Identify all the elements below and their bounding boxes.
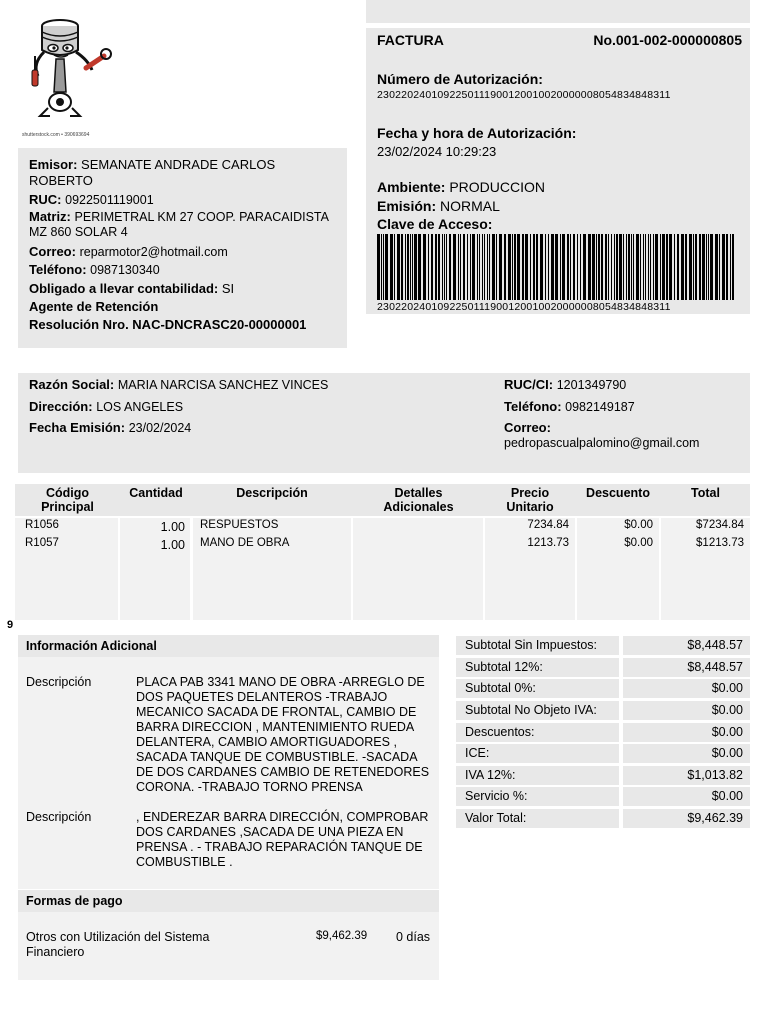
total-label: Subtotal Sin Impuestos:: [456, 636, 619, 655]
col-bg-descuento: [577, 518, 659, 620]
barcode-bar: [504, 234, 506, 300]
barcode-bar: [530, 234, 531, 300]
total-row: [456, 744, 750, 765]
barcode-bar: [619, 234, 622, 300]
barcode-bar: [628, 234, 630, 300]
barcode-bar: [390, 234, 393, 300]
barcode-bar: [580, 234, 581, 300]
total-label: Subtotal 0%:: [456, 679, 619, 698]
client-fecha: [29, 420, 191, 435]
emisor-resolucion: Resolución Nro. NAC-DNCRASC20-00000001: [29, 317, 307, 333]
barcode-bar: [508, 234, 511, 300]
barcode-bar: [555, 234, 558, 300]
total-label: Servicio %:: [456, 787, 619, 806]
barcode-bar: [677, 234, 679, 300]
barcode-bar: [381, 234, 382, 300]
barcode-bar: [605, 234, 607, 300]
barcode-bar: [650, 234, 651, 300]
col-detalles-line2: Adicionales: [383, 500, 454, 514]
client-razon: [29, 377, 328, 392]
col-bg-descripcion: [193, 518, 351, 620]
barcode-bar: [596, 234, 597, 300]
info-title: Información Adicional: [18, 635, 439, 657]
total-value: $0.00: [623, 787, 750, 806]
emisor-ruc: [29, 192, 336, 209]
info-adicional: [18, 635, 439, 980]
col-total: Total: [691, 486, 720, 500]
clave-number: 2302202401092250111900120010020000008054834848311: [377, 301, 671, 313]
barcode-bar: [614, 234, 615, 300]
col-detalles: [352, 486, 485, 514]
barcode-bar: [551, 234, 554, 300]
barcode-bar: [674, 234, 675, 300]
col-cantidad: Cantidad: [129, 486, 183, 500]
barcode-bar: [545, 234, 546, 300]
barcode-bar: [655, 234, 658, 300]
col-codigo-line1: Código: [45, 486, 90, 500]
piston-mechanic-mascot-icon: [18, 12, 118, 130]
ambiente-value: PRODUCCION: [449, 179, 546, 195]
client-direccion-value: LOS ANGELES: [96, 400, 184, 414]
total-label: IVA 12%:: [456, 766, 619, 785]
barcode-bar: [699, 234, 701, 300]
row2-codigo: R1057: [25, 537, 59, 549]
emision-value: NORMAL: [440, 198, 500, 214]
barcode-bar: [588, 234, 591, 300]
barcode-bar: [412, 234, 413, 300]
barcode-bar: [460, 234, 461, 300]
total-value: $8,448.57: [623, 658, 750, 677]
barcode-bar: [640, 234, 641, 300]
total-value: $0.00: [623, 723, 750, 742]
client-ruc: [504, 377, 626, 392]
invoice-header: [366, 28, 750, 314]
barcode-bar: [666, 234, 668, 300]
barcode-bar: [492, 234, 495, 300]
barcode-bar: [722, 234, 725, 300]
emisor-name-value: SEMANATE ANDRADE CARLOS ROBERTO: [29, 157, 276, 189]
col-bg-precio: [485, 518, 575, 620]
col-codigo-line2: Principal: [41, 500, 94, 514]
col-precio: [485, 486, 575, 514]
client-box: [18, 373, 750, 473]
barcode-bar: [517, 234, 520, 300]
barcode-bar: [484, 234, 485, 300]
ambiente: [377, 179, 545, 195]
emisor-contabilidad-value: SI: [221, 280, 235, 296]
barcode-bar: [377, 234, 380, 300]
items-table: [15, 484, 750, 620]
client-telefono-label: Teléfono:: [504, 399, 562, 414]
auth-number: 2302202401092250111900120010020000008054834848311: [377, 89, 671, 101]
total-value: $0.00: [623, 701, 750, 720]
client-ruc-value: 1201349790: [556, 378, 627, 392]
barcode-bar: [681, 234, 684, 300]
barcode-bar: [633, 234, 634, 300]
total-value: $8,448.57: [623, 636, 750, 655]
total-label: Valor Total:: [456, 809, 619, 828]
barcode-bar: [401, 234, 403, 300]
barcode-bar: [431, 234, 433, 300]
col-precio-line2: Unitario: [506, 500, 554, 514]
client-fecha-label: Fecha Emisión:: [29, 420, 126, 435]
emisor-contabilidad: [29, 281, 336, 297]
barcode-bar: [522, 234, 524, 300]
emisor-name: [29, 157, 336, 190]
emisor-telefono-label: Teléfono:: [29, 262, 87, 278]
barcode-bar: [548, 234, 549, 300]
total-value: $1,013.82: [623, 766, 750, 785]
barcode-bar: [514, 234, 516, 300]
barcode-bar: [463, 234, 465, 300]
emisor-ruc-value: 0922501119001: [65, 192, 154, 207]
emisor-telefono-value: 0987130340: [90, 263, 160, 278]
barcode-bar: [623, 234, 624, 300]
ambiente-label: Ambiente:: [377, 179, 446, 195]
barcode-bar: [489, 234, 490, 300]
barcode-bar: [660, 234, 661, 300]
client-telefono-value: 0982149187: [565, 400, 635, 414]
total-value: $0.00: [623, 744, 750, 763]
auth-date: 23/02/2024 10:29:23: [377, 144, 497, 159]
barcode-bar: [643, 234, 644, 300]
barcode-bar: [458, 234, 459, 300]
total-row: [456, 809, 750, 830]
clave-label: Clave de Acceso:: [377, 216, 493, 232]
client-direccion-label: Dirección:: [29, 399, 93, 414]
col-bg-codigo: [15, 518, 118, 620]
row2-cantidad: 1.00: [160, 538, 185, 552]
emisor-matriz-label: Matriz:: [29, 209, 71, 225]
access-key-barcode: [377, 234, 737, 300]
barcode-bar: [410, 234, 411, 300]
emisor-box: [18, 148, 347, 348]
barcode-bar: [732, 234, 734, 300]
barcode-bar: [598, 234, 600, 300]
col-detalles-line1: Detalles: [394, 486, 443, 500]
emisor-correo-value: reparmotor2@hotmail.com: [79, 244, 228, 259]
row2-descuento: $0.00: [624, 537, 653, 549]
pago-valor: $9,462.39: [316, 930, 368, 942]
barcode-bar: [482, 234, 483, 300]
barcode-bar: [636, 234, 639, 300]
barcode-bar: [719, 234, 720, 300]
total-value: $9,462.39: [623, 809, 750, 828]
barcode-bar: [487, 234, 488, 300]
emisor-correo-label: Correo:: [29, 243, 76, 259]
total-label: ICE:: [456, 744, 619, 763]
col-bg-total: [661, 518, 750, 620]
row1-descuento: $0.00: [624, 519, 653, 531]
emisor-agente: Agente de Retención: [29, 299, 159, 315]
barcode-bar: [449, 234, 451, 300]
barcode-bar: [611, 234, 612, 300]
total-row: [456, 679, 750, 700]
barcode-bar: [669, 234, 672, 300]
emisor-correo: [29, 244, 336, 261]
barcode-bar: [383, 234, 384, 300]
barcode-bar: [407, 234, 409, 300]
emisor-ruc-label: RUC:: [29, 191, 62, 207]
barcode-bar: [608, 234, 609, 300]
info-entry1-label: Descripción: [26, 675, 92, 689]
barcode-bar: [616, 234, 618, 300]
barcode-bar: [405, 234, 406, 300]
logo-credit: shutterstock.com • 390693694: [22, 132, 90, 138]
barcode-bar: [592, 234, 595, 300]
barcode-bar: [442, 234, 443, 300]
barcode-bar: [435, 234, 437, 300]
barcode-bar: [512, 234, 513, 300]
total-label: Subtotal 12%:: [456, 658, 619, 677]
info-entry2-label: Descripción: [26, 810, 92, 824]
emision: [377, 198, 500, 214]
barcode-bar: [560, 234, 561, 300]
doc-number: No.001-002-000000805: [593, 32, 742, 48]
barcode-bar: [702, 234, 705, 300]
total-row: [456, 658, 750, 679]
barcode-bar: [499, 234, 502, 300]
barcode-bar: [453, 234, 456, 300]
barcode-bar: [423, 234, 426, 300]
barcode-bar: [479, 234, 480, 300]
col-bg-detalles: [353, 518, 483, 620]
col-descripcion: Descripción: [236, 486, 308, 500]
row1-cantidad: 1.00: [160, 520, 185, 534]
client-razon-label: Razón Social:: [29, 377, 115, 392]
row1-total: $7234.84: [696, 519, 744, 531]
client-direccion: [29, 399, 183, 414]
barcode-bar: [689, 234, 692, 300]
barcode-bar: [533, 234, 535, 300]
row1-descripcion: RESPUESTOS: [200, 519, 279, 531]
barcode-bar: [626, 234, 627, 300]
barcode-bar: [446, 234, 447, 300]
total-value: $0.00: [623, 679, 750, 698]
barcode-bar: [540, 234, 543, 300]
barcode-bar: [496, 234, 497, 300]
header-top-strip: [366, 0, 750, 23]
barcode-bar: [653, 234, 654, 300]
doc-type: FACTURA: [377, 32, 444, 48]
barcode-bar: [394, 234, 395, 300]
total-label: Subtotal No Objeto IVA:: [456, 701, 619, 720]
barcode-bar: [645, 234, 646, 300]
auth-label: Número de Autorización:: [377, 71, 543, 87]
barcode-bar: [467, 234, 468, 300]
barcode-bar: [631, 234, 632, 300]
client-telefono: [504, 399, 635, 414]
barcode-bar: [648, 234, 649, 300]
barcode-bar: [693, 234, 694, 300]
page-number: 9: [7, 619, 14, 631]
col-codigo: [15, 486, 120, 514]
row2-precio: 1213.73: [527, 537, 569, 549]
barcode-bar: [662, 234, 665, 300]
client-fecha-value: 23/02/2024: [128, 421, 192, 435]
client-correo-value: pedropascualpalomino@gmail.com: [504, 436, 700, 450]
client-ruc-label: RUC/CI:: [504, 377, 554, 392]
info-entry1-text: PLACA PAB 3341 MANO DE OBRA -ARREGLO DE DOS PAQUETES DELANTEROS -TRABAJO MECANICO SACADA DE FRONTAL, CAMBIO DE BARRA DIRECCION , MANTENIMIENTO RUEDA DELANTERA, CAMBIO AMORTIGUADORES , SACADA TANQUE DE COMBUSTIBLE. -SACADA DE DOS CARDANES CAMBIO DE RETENEDORES CORONA. -TRABAJO TORNO PRENSA: [136, 675, 430, 794]
emisor-contabilidad-label: Obligado a llevar contabilidad:: [29, 280, 219, 296]
emisor-telefono: [29, 262, 336, 279]
barcode-bar: [583, 234, 586, 300]
items-table-header: [15, 484, 750, 516]
pagos-title: Formas de pago: [18, 890, 439, 912]
emisor-matriz: [29, 210, 336, 240]
barcode-bar: [695, 234, 697, 300]
barcode-bar: [573, 234, 575, 300]
barcode-bar: [536, 234, 538, 300]
barcode-bar: [577, 234, 578, 300]
total-row: [456, 636, 750, 657]
client-correo-label: Correo:: [504, 420, 551, 435]
barcode-bar: [685, 234, 687, 300]
info-entry2-text: , ENDEREZAR BARRA DIRECCIÓN, COMPROBAR DOS CARDANES ,SACADA DE UNA PIEZA EN PRENSA . - TRABAJO REPARACIÓN TANQUE DE COMBUSTIBLE .: [136, 810, 429, 869]
barcode-bar: [708, 234, 709, 300]
barcode-bar: [472, 234, 475, 300]
col-descuento: Descuento: [586, 486, 650, 500]
row1-codigo: R1056: [25, 519, 59, 531]
barcode-bar: [385, 234, 388, 300]
client-razon-value: MARIA NARCISA SANCHEZ VINCES: [117, 378, 329, 392]
auth-date-label: Fecha y hora de Autorización:: [377, 125, 577, 141]
row2-descripcion: MANO DE OBRA: [200, 537, 290, 549]
barcode-bar: [477, 234, 478, 300]
company-logo: [18, 12, 118, 142]
barcode-bar: [562, 234, 565, 300]
total-row: [456, 723, 750, 744]
col-precio-line1: Precio: [510, 486, 550, 500]
barcode-bar: [428, 234, 429, 300]
barcode-bar: [601, 234, 603, 300]
barcode-bar: [567, 234, 569, 300]
total-row: [456, 787, 750, 808]
emision-label: Emisión:: [377, 198, 437, 214]
barcode-bar: [730, 234, 731, 300]
barcode-bar: [414, 234, 417, 300]
barcode-bar: [570, 234, 571, 300]
barcode-bar: [470, 234, 471, 300]
barcode-bar: [397, 234, 400, 300]
row2-total: $1213.73: [696, 537, 744, 549]
row1-precio: 7234.84: [527, 519, 569, 531]
barcode-bar: [525, 234, 528, 300]
emisor-matriz-value: PERIMETRAL KM 27 COOP. PARACAIDISTA MZ 860 SOLAR 4: [29, 210, 329, 239]
pago-plazo: 0 días: [396, 930, 431, 944]
barcode-bar: [438, 234, 440, 300]
barcode-bar: [418, 234, 421, 300]
total-label: Descuentos:: [456, 723, 619, 742]
barcode-bar: [710, 234, 713, 300]
barcode-bar: [715, 234, 718, 300]
pago-forma: Otros con Utilización del Sistema Financiero: [26, 930, 210, 959]
barcode-bar: [726, 234, 728, 300]
total-row: [456, 701, 750, 722]
barcode-bar: [706, 234, 707, 300]
emisor-name-label: Emisor:: [29, 157, 78, 172]
total-row: [456, 766, 750, 787]
barcode-bar: [444, 234, 445, 300]
